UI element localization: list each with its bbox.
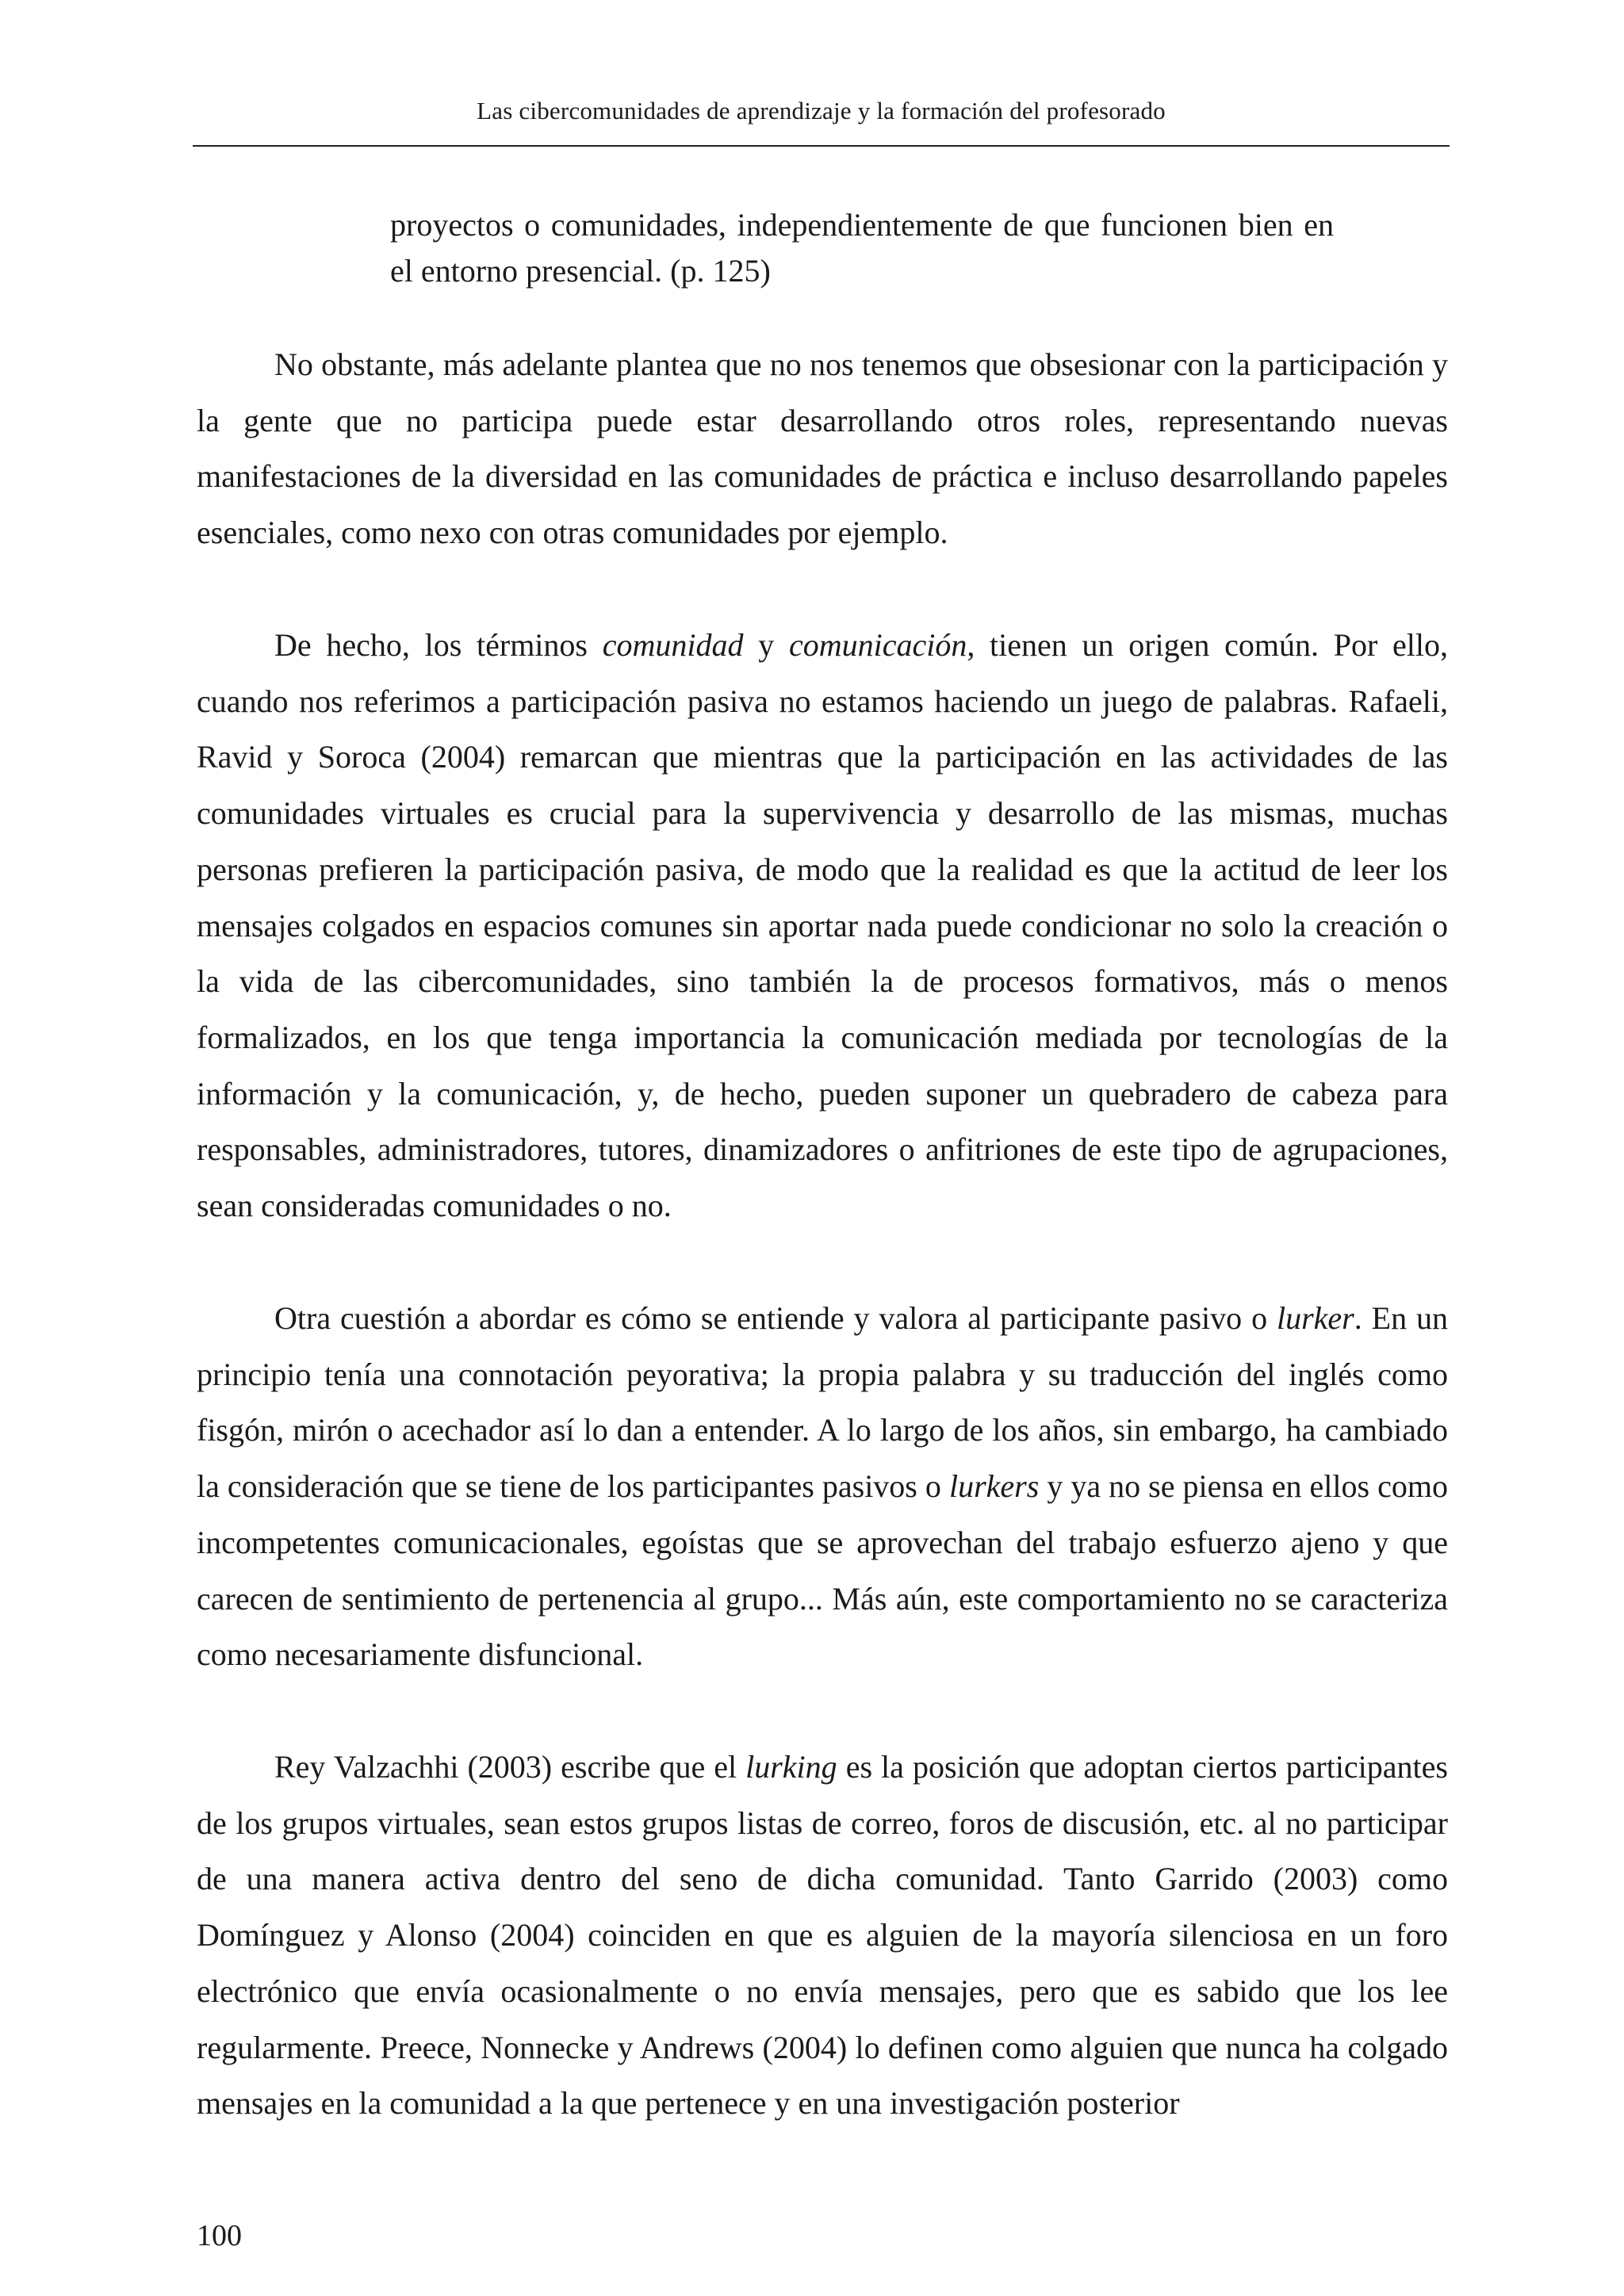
text-segment: y [743,627,789,663]
text-segment: y ya no se piensa en ellos como incompetentes comunicacionales, egoístas que se aprovechan del trabajo esfuerzo ajeno y que carecen de sentimiento de pertenencia al grupo... Más aún, este comportamiento no se caracteriza como necesariamente disfuncional. [197,1468,1448,1673]
text-segment: , tienen un origen común. Por ello, cuando nos referimos a participación pasiva no estamos haciendo un juego de palabras. Rafaeli, Ravid y Soroca (2004) remarcan que mientras que la participación en las actividades de las comunidades virtuales es crucial para la supervivencia y desarrollo de las mismas, muchas personas prefieren la participación pasiva, de modo que la realidad es que la actitud de leer los mensajes colgados en espacios comunes sin aportar nada puede condicionar no solo la creación o la vida de las cibercomunidades, sino también la de procesos formativos, más o menos formalizados, en los que tenga importancia la comunicación mediada por tecnologías de la información y la comunicación, y, de hecho, pueden suponer un quebradero de cabeza para responsables, administradores, tutores, dinamizadores o anfitriones de este tipo de agrupaciones, sean consideradas comunidades o no. [197,627,1449,1224]
block-quote: proyectos o comunidades, independientemente de que funcionen bien en el entorno presencial. (p. 125) [390,207,1334,289]
italic-term-lurkers: lurkers [948,1468,1040,1505]
text-segment: es la posición que adoptan ciertos participantes de los grupos virtuales, sean estos grupos listas de correo, foros de discusión, etc. al no participar de una manera activa dentro del seno de dicha comunidad. Tanto Garrido (2003) como Domínguez y Alonso (2004) coinciden en que es alguien de la mayoría silenciosa en un foro electrónico que envía ocasionalmente o no envía mensajes, pero que es sabido que los lee regularmente. Preece, Nonnecke y Andrews (2004) lo definen como alguien que nunca ha colgado mensajes en la comunidad a la que pertenece y en una investigación posterior [197,1749,1448,2122]
text-segment: De hecho, los términos [274,627,603,663]
italic-term-comunicacion: comunicación [788,627,967,663]
paragraph-3 [197,1291,1448,1683]
italic-term-comunidad: comunidad [602,627,744,663]
header-rule [193,145,1450,147]
paragraph-1: No obstante, más adelante plantea que no nos tenemos que obsesionar con la participación y la gente que no participa puede estar desarrollando otros roles, representando nuevas manifestaciones de la diversidad en las comunidades de práctica e incluso desarrollando papeles esenciales, como nexo con otras comunidades por ejemplo. [197,346,1448,551]
italic-term-lurking: lurking [745,1749,837,1785]
italic-term-lurker: lurker [1276,1300,1354,1336]
paragraph-2 [197,618,1448,1234]
running-header: Las cibercomunidades de aprendizaje y la formación del profesorado [477,97,1166,124]
text-segment: Otra cuestión a abordar es cómo se entiende y valora al participante pasivo o [274,1300,1277,1336]
text-segment: . En un principio tenía una connotación peyorativa; la propia palabra y su traducción del inglés como fisgón, mirón o acechador así lo dan a entender. A lo largo de los años, sin embargo, ha cambiado la consideración que se tiene de los participantes pasivos o [197,1300,1448,1505]
page-number: 100 [197,2219,242,2252]
paragraph-4 [197,1739,1448,2132]
text-segment: Rey Valzachhi (2003) escribe que el [274,1749,746,1785]
